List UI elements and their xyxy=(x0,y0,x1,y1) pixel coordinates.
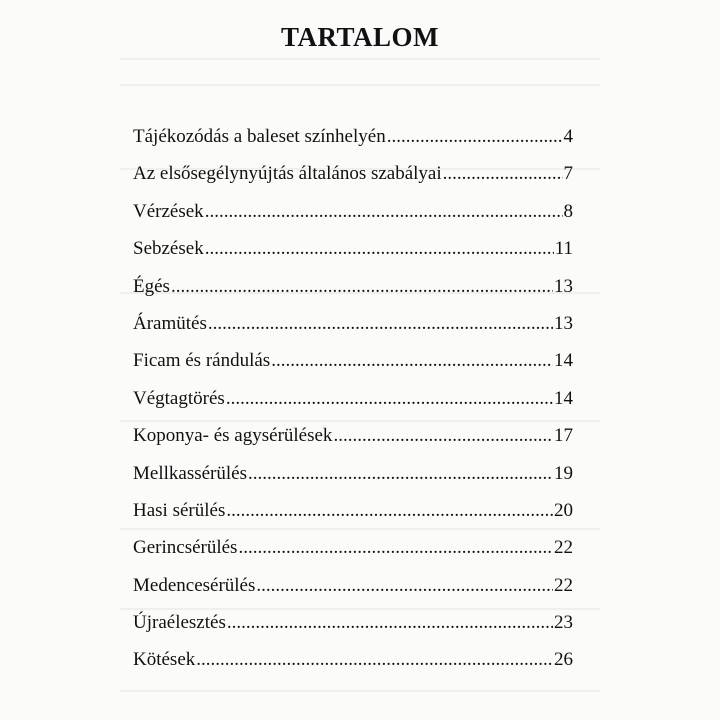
toc-entry-page: 13 xyxy=(554,312,573,334)
toc-dot-leader xyxy=(443,161,563,187)
toc-dot-leader xyxy=(205,199,563,225)
toc-entry-page: 20 xyxy=(554,499,573,521)
toc-dot-leader xyxy=(226,498,553,524)
toc-entry xyxy=(133,461,573,498)
toc-dot-leader xyxy=(248,461,553,487)
toc-entry xyxy=(133,161,573,198)
toc-entry-label: Hasi sérülés xyxy=(133,499,226,521)
toc-entry xyxy=(133,573,573,610)
table-of-contents xyxy=(133,124,573,685)
toc-entry xyxy=(133,199,573,236)
toc-dot-leader xyxy=(387,124,563,150)
toc-entry-page: 22 xyxy=(554,574,573,596)
toc-dot-leader xyxy=(205,236,554,262)
toc-entry-page: 19 xyxy=(554,462,573,484)
toc-entry-label: Újraélesztés xyxy=(133,612,226,634)
toc-entry xyxy=(133,610,573,647)
toc-dot-leader xyxy=(256,573,553,599)
bleed-through-line xyxy=(120,58,600,60)
toc-entry xyxy=(133,124,573,161)
toc-entry-label: Tájékozódás a baleset színhelyén xyxy=(133,126,386,147)
toc-entry xyxy=(133,647,573,684)
toc-entry-label: Égés xyxy=(133,275,170,297)
toc-entry-label: Áramütés xyxy=(133,312,207,334)
toc-entry-page: 14 xyxy=(554,387,573,409)
toc-entry xyxy=(133,386,573,423)
toc-entry xyxy=(133,423,573,460)
toc-entry xyxy=(133,535,573,572)
toc-dot-leader xyxy=(227,610,553,636)
toc-dot-leader xyxy=(333,423,553,449)
toc-entry-page: 22 xyxy=(554,537,573,559)
toc-dot-leader xyxy=(226,386,553,412)
toc-entry xyxy=(133,236,573,273)
toc-entry-label: Gerincsérülés xyxy=(133,537,238,559)
toc-entry xyxy=(133,311,573,348)
toc-entry-label: Koponya- és agysérülések xyxy=(133,425,333,447)
bleed-through-line xyxy=(120,690,600,692)
toc-dot-leader xyxy=(171,274,553,300)
toc-entry-label: Végtagtörés xyxy=(133,387,225,409)
toc-entry-page: 23 xyxy=(554,612,573,634)
toc-entry-page: 4 xyxy=(563,126,573,147)
toc-dot-leader xyxy=(271,348,553,374)
toc-entry-label: Sebzések xyxy=(133,238,204,260)
page-title: TARTALOM xyxy=(280,22,440,52)
toc-dot-leader xyxy=(208,311,553,337)
toc-entry-label: Medencesérülés xyxy=(133,574,256,596)
toc-dot-leader xyxy=(238,535,553,561)
toc-entry-label: Ficam és rándulás xyxy=(133,350,271,372)
toc-entry-page: 7 xyxy=(563,163,573,185)
toc-entry xyxy=(133,498,573,535)
toc-entry-page: 8 xyxy=(563,200,573,222)
toc-entry-label: Az elsősegélynyújtás általános szabályai xyxy=(133,163,442,185)
toc-entry-label: Kötések xyxy=(133,649,196,671)
toc-dot-leader xyxy=(196,647,553,673)
toc-entry-page: 13 xyxy=(554,275,573,297)
toc-entry-label: Vérzések xyxy=(133,200,204,222)
toc-entry xyxy=(133,274,573,311)
toc-entry-page: 14 xyxy=(554,350,573,372)
toc-entry-page: 11 xyxy=(554,238,573,260)
bleed-through-line xyxy=(120,84,600,86)
toc-entry xyxy=(133,348,573,385)
toc-entry-page: 26 xyxy=(554,649,573,671)
toc-entry-page: 17 xyxy=(554,425,573,447)
toc-entry-label: Mellkassérülés xyxy=(133,462,247,484)
